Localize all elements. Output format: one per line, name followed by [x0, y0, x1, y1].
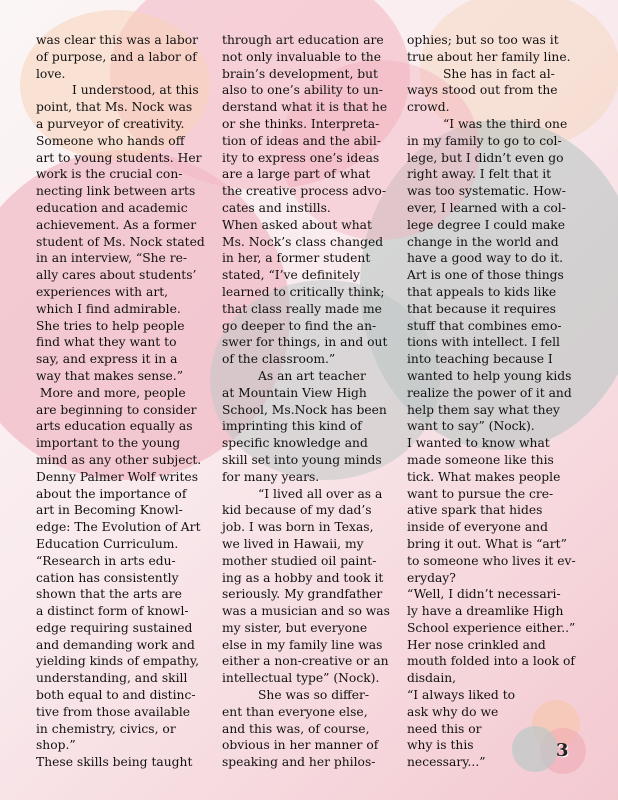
article-column-3 [407, 32, 595, 771]
paragraph: She has in fact al- ways stood out from the crowd. [407, 66, 558, 115]
article-column-2 [222, 32, 404, 771]
paragraph: More and more, people are beginning to consider arts education equally as important to the young mind as any other subject. Denny Palmer Wolf writes about the importance of art in Becoming Knowl- edge: The Evolution of Art Education Curriculum. “Research in arts edu- cation has consistently shown that the arts are a distinct form of knowl- edge requiring sustained and demanding work and yielding kinds of empathy, understanding, and skill both equal to and distinc- tive from those available in chemistry, civics, or shop.” These skills being taught [36, 385, 202, 770]
paragraph: She was so differ- ent than everyone else, and this was, of course, obvious in her manner of speaking and her philos- [222, 688, 379, 770]
paragraph: “I lived all over as a kid because of my dad’s job. I was born in Texas, we lived in Hawaii, my mother studied oil paint- ing as a hobby and took it seriously. My grandfather was a musician and so was my sister, but everyone else in my family line was either a non-creative or an intellectual type” (Nock). [222, 486, 390, 686]
page-number: 3 [556, 740, 569, 761]
paragraph: was clear this was a labor of purpose, and a labor of love. [36, 33, 199, 81]
paragraph: I understood, at this point, that Ms. Nock was a purveyor of creativity. Someone who hands off art to young students. Her work is the crucial con- necting link between arts education and academic achievement. As a former student of Ms. Nock stated in an interview, “She re- ally cares about students’ experiences with art, which I find admirable. She tries to help people find what they want to say, and express it in a way that makes sense.” [36, 83, 205, 383]
paragraph: ophies; but so too was it true about her family line. [407, 33, 571, 64]
paragraph: As an art teacher at Mountain View High School, Ms.Nock has been imprinting this kind of specific knowledge and skill set into young minds for many years. [222, 368, 387, 484]
paragraph: through art education are not only invaluable to the brain’s development, but also to one’s ability to un- derstand what it is that he or she thinks. Interpreta- tion of ideas and the abil- ity to express one’s ideas are a large part of what the creative process advo- cates and instills. When asked about what Ms. Nock’s class changed in her, a former student stated, “I’ve definitely learned to critically think; that class really made me go deeper to find the an- swer for things, in and out of the classroom.” [222, 33, 388, 367]
paragraph: “I was the third one in my family to go to col- lege, but I didn’t even go right away. I felt that it was too systematic. How- ever, I learned with a col- lege degree I could make change in the world and have a good way to do it. Art is one of those things that appeals to kids like that because it requires stuff that combines emo- tions with intellect. I fell into teaching because I wanted to help young kids realize the power of it and help them say what they want to say” (Nock). I wanted to know what made someone like this tick. What makes people want to pursue the cre- ative spark that hides inside of everyone and bring it out. What is “art” to someone who lives it ev- eryday? “Well, I didn’t necessari- ly have a dreamlike High School experience either..” Her nose crinkled and mouth folded into a look of disdain, “I always liked to ask why do we need this or why is this necessary...” [407, 116, 576, 770]
article-column-1 [36, 32, 226, 771]
